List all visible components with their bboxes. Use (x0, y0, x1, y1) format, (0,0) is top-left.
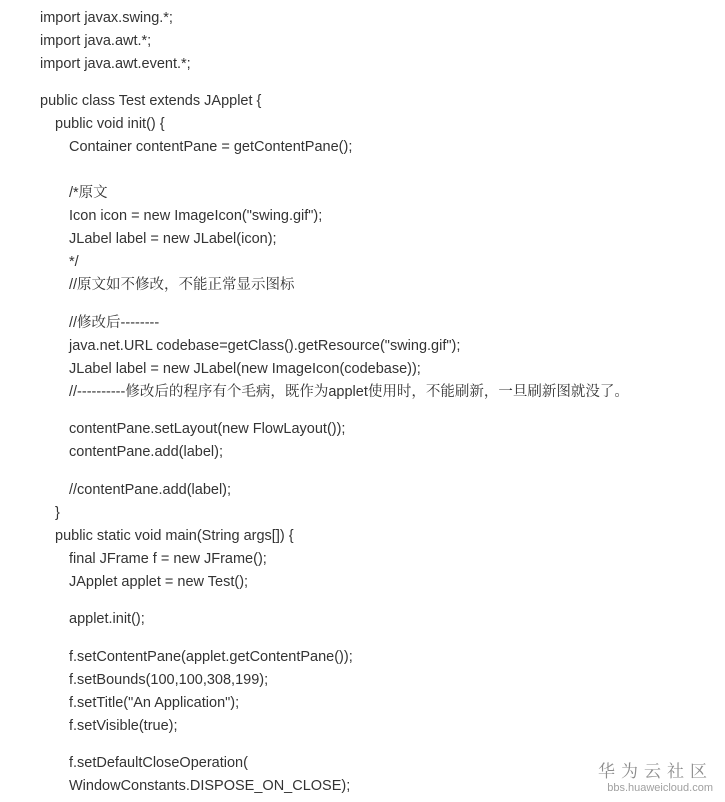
code-line: WindowConstants.DISPOSE_ON_CLOSE); (69, 778, 351, 794)
code-line: */ (69, 254, 79, 270)
watermark-url: bbs.huaweicloud.com (607, 782, 713, 794)
code-line: //contentPane.add(label); (69, 482, 232, 498)
code-line: f.setDefaultCloseOperation( (69, 755, 248, 771)
code-line: //----------修改后的程序有个毛病，既作为applet使用时，不能刷新，一旦刷新图就没了。 (69, 384, 629, 400)
code-line: public void init() { (55, 116, 165, 132)
code-line: java.net.URL codebase=getClass().getResource("swing.gif"); (69, 338, 461, 354)
code-line: JApplet applet = new Test(); (69, 574, 249, 590)
code-line: import javax.swing.*; (40, 10, 173, 26)
watermark-title: 华为云社区 (598, 762, 713, 782)
code-line: f.setTitle("An Application"); (69, 695, 240, 711)
code-line: public class Test extends JApplet { (40, 93, 262, 109)
code-line: import java.awt.event.*; (40, 56, 191, 72)
code-line: JLabel label = new JLabel(icon); (69, 231, 277, 247)
code-line: public static void main(String args[]) { (55, 528, 294, 544)
code-line: /*原文 (69, 185, 108, 201)
code-line: //原文如不修改，不能正常显示图标 (69, 277, 295, 293)
code-line: f.setVisible(true); (69, 718, 178, 734)
watermark (598, 762, 713, 794)
code-line: JLabel label = new JLabel(new ImageIcon(codebase)); (69, 361, 421, 377)
code-line: final JFrame f = new JFrame(); (69, 551, 267, 567)
code-line: contentPane.add(label); (69, 444, 223, 460)
code-line: applet.init(); (69, 611, 145, 627)
code-line: Icon icon = new ImageIcon("swing.gif"); (69, 208, 323, 224)
code-line: Container contentPane = getContentPane(); (69, 139, 353, 155)
code-line: contentPane.setLayout(new FlowLayout()); (69, 421, 346, 437)
code-line: //修改后-------- (69, 315, 160, 331)
code-line: f.setContentPane(applet.getContentPane()); (69, 649, 353, 665)
code-line: import java.awt.*; (40, 33, 152, 49)
code-line: } (55, 505, 60, 521)
code-line: f.setBounds(100,100,308,199); (69, 672, 269, 688)
